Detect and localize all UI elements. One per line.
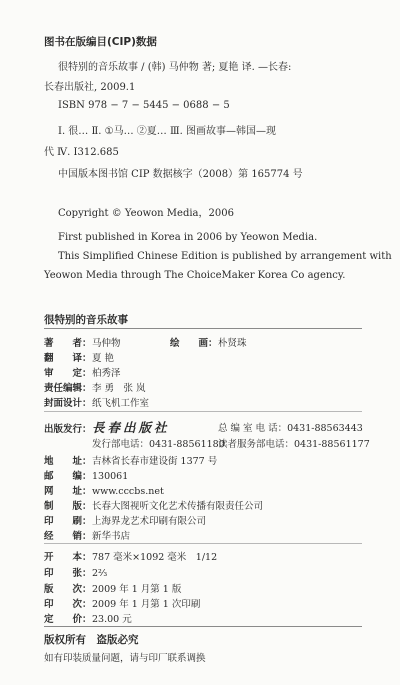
quality-notice: 如有印装质量问题，请与印厂联系调换 [44, 653, 206, 664]
simplified-edition-line-2: Yeowon Media through The ChoiceMaker Korea Co agency. [44, 270, 346, 281]
cip-heading: 图书在版编目(CIP)数据 [44, 36, 157, 48]
plate-value: 长春大图视听文化艺术传播有限责任公司 [92, 501, 264, 512]
edition-value: 2009 年 1 月第 1 版 [92, 584, 182, 595]
zip-value: 130061 [92, 471, 129, 482]
credit-cover-design [44, 395, 149, 409]
plate-label: 制 版： [44, 501, 92, 512]
distributor-value: 新华书店 [92, 531, 131, 542]
credit-author [44, 335, 121, 349]
credit-reviewer [44, 365, 121, 379]
credit-editor [44, 380, 146, 394]
divider [44, 328, 362, 329]
distributor-label: 经 销： [44, 531, 92, 542]
credit-painter [170, 335, 247, 349]
website-label: 网 址： [44, 486, 92, 497]
credit-cover-value: 纸飞机工作室 [92, 398, 150, 409]
cip-record-number: 中国版本图书馆 CIP 数据核字（2008）第 165774 号 [58, 169, 303, 180]
credit-translator [44, 350, 114, 364]
credit-reviewer-label: 审 定： [44, 368, 92, 379]
divider [44, 626, 362, 627]
publisher-website [44, 483, 164, 497]
publisher-label: 出版发行： [44, 424, 92, 435]
cip-line-2: 长春出版社, 2009.1 [44, 82, 136, 93]
credit-editor-label: 责任编辑： [44, 383, 92, 394]
printer-value: 上海界龙艺术印刷有限公司 [92, 516, 207, 527]
distribution-tel: 发行部电话：0431-88561180 [92, 439, 225, 450]
editorial-office-tel: 总 编 室 电 话：0431-88563443 [218, 423, 363, 434]
divider [44, 543, 362, 544]
copyright-line: Copyright © Yeowon Media，2006 [58, 208, 234, 219]
book-title: 很特别的音乐故事 [44, 314, 128, 326]
divider [44, 411, 362, 412]
first-published-line: First published in Korea in 2006 by Yeowon Media. [58, 232, 318, 243]
plate-making [44, 498, 263, 512]
address-value: 吉林省长春市建设街 1377 号 [92, 456, 218, 467]
credit-reviewer-value: 柏秀泽 [92, 368, 121, 379]
price-value: 23.00 元 [92, 614, 132, 625]
spec-format [44, 549, 217, 563]
spec-printing [44, 596, 200, 610]
sheets-value: 2⅔ [92, 568, 108, 579]
price-label: 定 价： [44, 614, 92, 625]
credit-translator-value: 夏 艳 [92, 353, 115, 364]
printing-value: 2009 年 1 月第 1 次印刷 [92, 599, 201, 610]
cip-isbn: ISBN 978 − 7 − 5445 − 0688 − 5 [58, 100, 230, 111]
rights-reserved: 版权所有 盗版必究 [44, 634, 139, 646]
credit-cover-label: 封面设计： [44, 398, 92, 409]
edition-label: 版 次： [44, 584, 92, 595]
format-value: 787 毫米×1092 毫米 1/12 [92, 552, 218, 563]
credit-author-value: 马仲物 [92, 338, 121, 349]
printer-label: 印 刷： [44, 516, 92, 527]
spec-sheets [44, 565, 107, 579]
cip-classification-1: Ⅰ. 很… Ⅱ. ①马… ②夏… Ⅲ. 图画故事—韩国—现 [58, 126, 276, 137]
cip-line-1: 很特别的音乐故事 / (韩) 马仲物 著; 夏艳 译. —长春: [58, 62, 292, 73]
publisher-zip [44, 468, 128, 482]
website-value: www.cccbs.net [92, 486, 164, 497]
credit-translator-label: 翻 译： [44, 353, 92, 364]
simplified-edition-line-1: This Simplified Chinese Edition is published by arrangement with [58, 251, 392, 262]
credit-editor-value: 李 勇 张 岚 [92, 383, 146, 394]
spec-price [44, 611, 132, 625]
distributor [44, 528, 130, 542]
address-label: 地 址： [44, 456, 92, 467]
publisher-address [44, 453, 217, 467]
credit-painter-value: 朴贤珠 [218, 338, 247, 349]
publisher-row [44, 418, 170, 436]
spec-edition [44, 581, 181, 595]
printer [44, 513, 206, 527]
reader-service-tel: 读者服务部电话：0431-88561177 [218, 439, 370, 450]
credit-author-label: 著 者： [44, 338, 92, 349]
credit-painter-label: 绘 画： [170, 338, 218, 349]
publisher-brand-logo: 長春出版社 [92, 420, 170, 435]
cip-classification-2: 代 Ⅳ. I312.685 [44, 147, 119, 158]
printing-label: 印 次： [44, 599, 92, 610]
zip-label: 邮 编： [44, 471, 92, 482]
sheets-label: 印 张： [44, 568, 92, 579]
format-label: 开 本： [44, 552, 92, 563]
